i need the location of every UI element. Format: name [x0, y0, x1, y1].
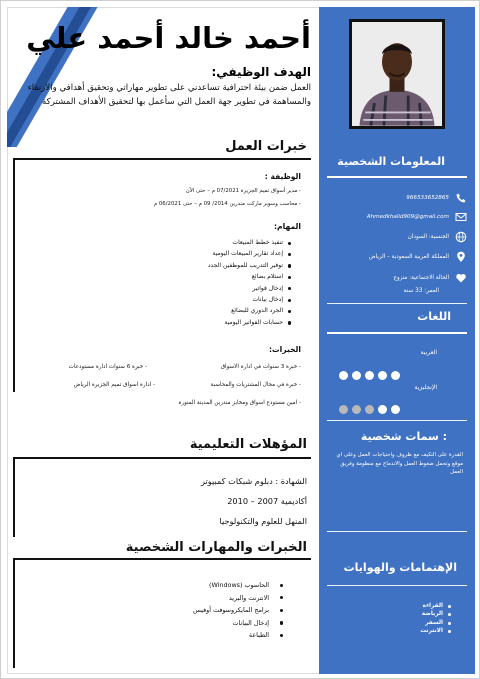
education-institute: المنهل للعلوم والتكنولوجيا	[219, 516, 307, 526]
skill-item: الطباعة	[193, 629, 283, 642]
experience-title: خبرات العمل	[225, 139, 307, 154]
hobby-item: الانترنت	[420, 627, 451, 635]
experience-line: - خبرة في مجال المشتريات والمحاسبة	[210, 382, 301, 388]
hobbies-list	[420, 602, 451, 636]
candidate-name: أحمد خالد أحمد علي	[26, 21, 311, 55]
skill-item: الحاسوب (Windows)	[193, 579, 283, 592]
education-rule	[13, 457, 311, 459]
hobby-item: السفر	[420, 619, 451, 627]
profile-photo	[349, 19, 445, 129]
level-dot-filled	[352, 371, 361, 380]
tasks-list	[208, 237, 291, 328]
education-degree: الشهادة : دبلوم شبكات كمبيوتر	[200, 476, 307, 486]
level-dot-filled	[378, 405, 387, 414]
task-item: استلام بضائع	[208, 271, 291, 282]
job-line-1: - مدير أسواق تميم الجزيرة 07/2021 م – حتى الآن	[185, 188, 301, 194]
email-address[interactable]: Ahmedkhalid909@gmail.com	[366, 214, 449, 220]
task-item: الجرد الدوري للبضائع	[208, 305, 291, 316]
task-item: حسابات الفواتير اليومية	[208, 317, 291, 328]
experiences-subtitle: الخبرات:	[268, 345, 301, 354]
phone-icon	[455, 192, 467, 204]
person-photo-icon	[352, 22, 442, 126]
language-english-label: الإنجليزية	[414, 384, 437, 391]
experience-rule	[13, 158, 311, 160]
language-english-level	[339, 405, 400, 414]
nationality-row	[327, 229, 467, 245]
location-text: المملكة العربية السعودية – الرياض	[368, 254, 449, 260]
level-dot-empty	[339, 405, 348, 414]
phone-row	[327, 190, 467, 206]
email-row	[327, 209, 467, 225]
task-item: إدخال فواتير	[208, 283, 291, 294]
experience-line: - خبرة 6 سنوات ادارة مستودعات	[68, 364, 147, 370]
hobbies-top-rule	[327, 531, 467, 532]
skills-rule	[13, 558, 311, 560]
task-item: إعداد تقارير المبيعات اليومية	[208, 248, 291, 259]
hobbies-rule	[327, 585, 467, 586]
experience-line: - ادارة اسواق تميم الجزيرة الرياض	[73, 382, 155, 388]
objective-text: العمل ضمن بيئة احترافية تساعدني على تطوير مهاراتي وتحقيق أهدافي والارتقاء والمساهمة في تطوير جهة العمل التي سأعمل بها لتحقيق الأهداف المشتركة	[27, 83, 311, 107]
skills-title: الخبرات والمهارات الشخصية	[125, 540, 307, 555]
skill-item: إدخال البيانات	[193, 617, 283, 630]
language-arabic-level	[339, 371, 400, 380]
marital-text: الحالة الاجتماعية: متزوج	[393, 275, 449, 281]
tasks-title: المهام:	[273, 222, 301, 231]
skills-list	[193, 579, 283, 642]
level-dot-filled	[339, 371, 348, 380]
nationality-text: الجنسية: السودان	[407, 234, 449, 240]
task-item: توفير التدريب للموظفين الجدد	[208, 260, 291, 271]
globe-icon	[455, 231, 467, 243]
languages-bottom-rule	[327, 420, 467, 421]
traits-title: سمات شخصية :	[360, 430, 447, 443]
level-dot-empty	[365, 405, 374, 414]
personal-info-title: المعلومات الشخصية	[337, 155, 445, 168]
hobbies-title: الإهتمامات والهوايات	[343, 561, 457, 574]
task-item: تنفيذ خطط المبيعات	[208, 237, 291, 248]
hobby-item: الرياضة	[420, 610, 451, 618]
level-dot-filled	[391, 371, 400, 380]
education-title: المؤهلات التعليمية	[189, 437, 307, 452]
level-dot-empty	[352, 405, 361, 414]
phone-number[interactable]: 966533652865	[406, 195, 449, 201]
experience-line: - خبرة 3 سنوات في ادارة الاسواق	[220, 364, 301, 370]
languages-title: اللغات	[417, 310, 451, 323]
personal-info-rule	[327, 176, 467, 178]
marital-row	[327, 270, 467, 286]
experience-vline	[13, 158, 15, 392]
heart-icon	[455, 272, 467, 284]
job-line-2: - محاسب وسوبر ماركت مندرين 2014/ 09 م – حتى 06/2021 م	[153, 201, 301, 207]
age-text: العمر: 33 سنة	[403, 288, 439, 294]
envelope-icon	[455, 211, 467, 223]
traits-text: القدرة على التكيف مع ظروف واحتياجات العمل وعلى اي موقع وتحمل ضغوط العمل والاندماج مع منظومة وفريق العمل	[336, 452, 463, 476]
task-item: إدخال بيانات	[208, 294, 291, 305]
skill-item: الانترنت والبريد	[193, 592, 283, 605]
languages-rule	[327, 332, 467, 334]
job-title-label: الوظيفة :	[264, 172, 301, 181]
level-dot-filled	[365, 371, 374, 380]
objective-title: الهدف الوظيفي:	[211, 65, 311, 79]
language-arabic-label: العربية	[420, 349, 437, 356]
skill-item: برامج المايكروسوفت أوفيس	[193, 604, 283, 617]
hobby-item: القراءة	[420, 602, 451, 610]
education-academy: أكاديمية 2007 – 2010	[227, 496, 307, 506]
location-pin-icon	[455, 251, 467, 263]
level-dot-filled	[378, 371, 387, 380]
location-row	[327, 249, 467, 265]
skills-vline	[13, 558, 15, 668]
level-dot-filled	[391, 405, 400, 414]
personal-bottom-rule	[327, 303, 467, 304]
experience-line: - امين مستودع اسواق ومخابز مندرين المدينة المنورة	[178, 400, 301, 406]
education-vline	[13, 457, 15, 537]
